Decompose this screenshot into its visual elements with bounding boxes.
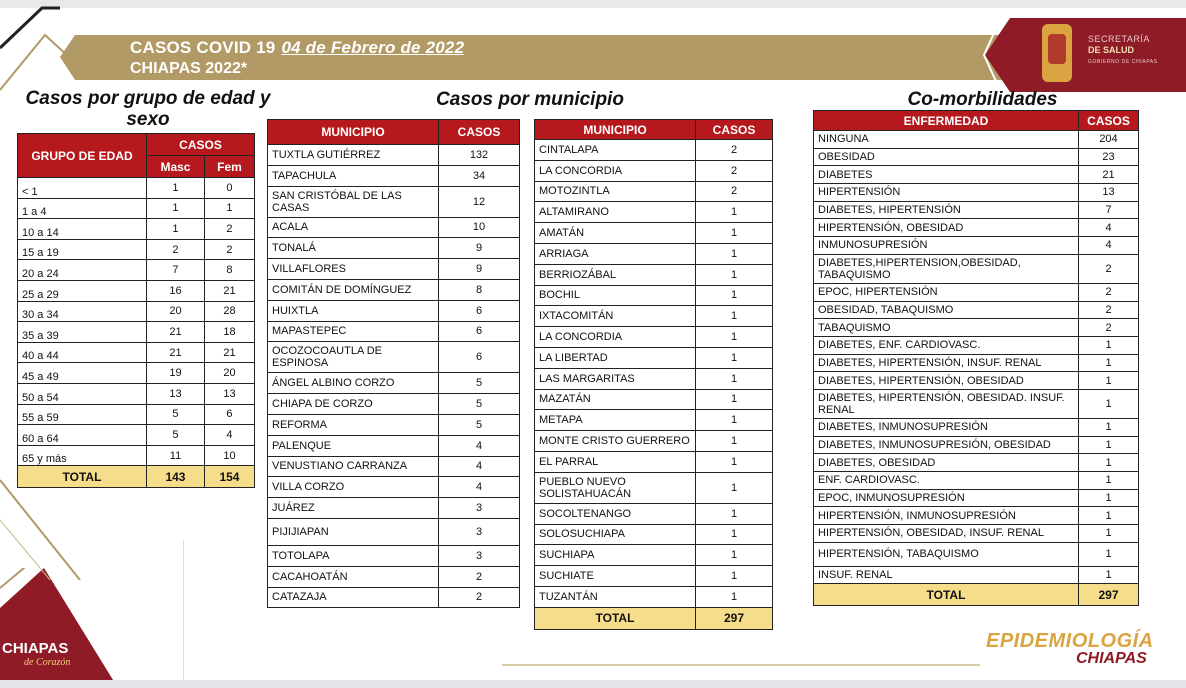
total-row <box>814 584 1139 606</box>
casos-cell: 1 <box>696 243 773 264</box>
casos-cell: 23 <box>1079 148 1139 166</box>
casos-cell: 2 <box>696 181 773 202</box>
table-row <box>268 477 520 498</box>
table-row <box>18 280 255 301</box>
casos-cell: 5 <box>439 414 520 435</box>
casos-cell: 10 <box>439 217 520 238</box>
enfermedad-cell: INMUNOSUPRESIÓN <box>814 237 1079 255</box>
count-cell: 13 <box>204 383 254 404</box>
table-row <box>814 201 1139 219</box>
col-fem: Fem <box>204 156 254 178</box>
table-row <box>535 243 773 264</box>
table-row <box>814 389 1139 418</box>
count-cell: 21 <box>204 342 254 363</box>
enfermedad-cell: HIPERTENSIÓN, OBESIDAD <box>814 219 1079 237</box>
casos-cell: 204 <box>1079 131 1139 149</box>
logo-line1: SECRETARÍA <box>1088 34 1150 44</box>
table-row <box>814 472 1139 490</box>
table-row <box>268 238 520 259</box>
table-row <box>535 410 773 431</box>
municipio-cell: JUÁREZ <box>268 498 439 519</box>
casos-cell: 1 <box>1079 542 1139 566</box>
casos-cell: 6 <box>439 342 520 373</box>
municipio-cell: CACAHOATÁN <box>268 566 439 587</box>
enfermedad-cell: EPOC, INMUNOSUPRESIÓN <box>814 489 1079 507</box>
col-municipio: MUNICIPIO <box>268 120 439 145</box>
casos-cell: 1 <box>696 503 773 524</box>
casos-cell: 1 <box>696 566 773 587</box>
count-cell: 28 <box>204 301 254 322</box>
municipio-table-2 <box>534 119 773 630</box>
table-row <box>18 198 255 219</box>
casos-cell: 1 <box>696 285 773 306</box>
casos-cell: 2 <box>1079 254 1139 283</box>
table-row <box>268 165 520 186</box>
casos-cell: 1 <box>696 545 773 566</box>
table-row <box>535 140 773 161</box>
logo-line2: DE SALUD <box>1088 45 1135 55</box>
municipio-section-title: Casos por municipio <box>436 89 624 110</box>
municipio-cell: PUEBLO NUEVO SOLISTAHUACÁN <box>535 472 696 503</box>
enfermedad-cell: DIABETES, OBESIDAD <box>814 454 1079 472</box>
age-group-cell: 30 a 34 <box>18 301 147 322</box>
casos-cell: 1 <box>1079 472 1139 490</box>
casos-cell: 3 <box>439 498 520 519</box>
title-date: 04 de Febrero de 2022 <box>281 38 465 57</box>
municipio-cell: SAN CRISTÓBAL DE LAS CASAS <box>268 186 439 217</box>
casos-cell: 1 <box>696 586 773 607</box>
header-title <box>130 38 464 58</box>
municipio-cell: BOCHIL <box>535 285 696 306</box>
municipio-cell: PALENQUE <box>268 435 439 456</box>
table-row <box>535 264 773 285</box>
municipio-cell: TAPACHULA <box>268 165 439 186</box>
casos-cell: 2 <box>1079 319 1139 337</box>
casos-cell: 132 <box>439 145 520 166</box>
municipio-cell: ALTAMIRANO <box>535 202 696 223</box>
age-title-line2: sexo <box>126 109 170 130</box>
enfermedad-cell: NINGUNA <box>814 131 1079 149</box>
casos-cell: 4 <box>439 477 520 498</box>
table-row <box>814 148 1139 166</box>
col-masc: Masc <box>147 156 205 178</box>
casos-cell: 1 <box>1079 372 1139 390</box>
col-casos: CASOS <box>147 134 255 156</box>
enfermedad-cell: OBESIDAD <box>814 148 1079 166</box>
enfermedad-cell: TABAQUISMO <box>814 319 1079 337</box>
table-row <box>814 372 1139 390</box>
chiapas-seal-icon <box>1042 24 1072 82</box>
table-row <box>814 184 1139 202</box>
table-row <box>535 306 773 327</box>
casos-cell: 4 <box>1079 219 1139 237</box>
table-row <box>814 131 1139 149</box>
casos-cell: 1 <box>1079 354 1139 372</box>
table-row <box>18 342 255 363</box>
divider <box>183 540 184 680</box>
casos-cell: 12 <box>439 186 520 217</box>
table-row <box>535 160 773 181</box>
municipio-cell: VILLA CORZO <box>268 477 439 498</box>
enfermedad-cell: DIABETES, HIPERTENSIÓN, OBESIDAD. INSUF. RENAL <box>814 389 1079 418</box>
col-grupo: GRUPO DE EDAD <box>18 134 147 178</box>
table-row <box>814 254 1139 283</box>
casos-cell: 1 <box>696 524 773 545</box>
count-cell: 7 <box>147 260 205 281</box>
municipio-cell: HUIXTLA <box>268 300 439 321</box>
table-row <box>18 178 255 199</box>
age-group-cell: 65 y más <box>18 445 147 466</box>
casos-cell: 4 <box>439 456 520 477</box>
total-masc: 143 <box>147 466 205 488</box>
col-casos: CASOS <box>439 120 520 145</box>
casos-cell: 2 <box>696 140 773 161</box>
municipio-cell: PIJIJIAPAN <box>268 518 439 545</box>
epidemiologia-logo-line2: CHIAPAS <box>1076 650 1147 667</box>
table-row <box>814 336 1139 354</box>
table-row <box>268 342 520 373</box>
table-row <box>535 223 773 244</box>
casos-cell: 4 <box>439 435 520 456</box>
casos-cell: 7 <box>1079 201 1139 219</box>
municipio-cell: CINTALAPA <box>535 140 696 161</box>
table-row <box>268 373 520 394</box>
municipio-cell: SOLOSUCHIAPA <box>535 524 696 545</box>
age-title-line1: Casos por grupo de edad y <box>25 88 271 109</box>
count-cell: 21 <box>147 342 205 363</box>
age-group-cell: 10 a 14 <box>18 219 147 240</box>
table-row <box>268 414 520 435</box>
casos-cell: 1 <box>696 327 773 348</box>
municipio-cell: MAPASTEPEC <box>268 321 439 342</box>
total-value: 297 <box>1079 584 1139 606</box>
casos-cell: 13 <box>1079 184 1139 202</box>
casos-cell: 1 <box>696 347 773 368</box>
enfermedad-cell: DIABETES, HIPERTENSIÓN, OBESIDAD <box>814 372 1079 390</box>
count-cell: 10 <box>204 445 254 466</box>
municipio-cell: TOTOLAPA <box>268 545 439 566</box>
table-row <box>535 503 773 524</box>
age-group-cell: 35 a 39 <box>18 322 147 343</box>
count-cell: 1 <box>147 219 205 240</box>
municipio-cell: EL PARRAL <box>535 451 696 472</box>
total-row <box>535 607 773 629</box>
municipio-cell: VILLAFLORES <box>268 259 439 280</box>
casos-cell: 2 <box>439 587 520 608</box>
footer-rule <box>502 664 980 666</box>
epidemiologia-logo-line1: EPIDEMIOLOGÍA <box>986 630 1154 652</box>
count-cell: 5 <box>147 404 205 425</box>
municipio-cell: BERRIOZÁBAL <box>535 264 696 285</box>
municipio-cell: IXTACOMITÁN <box>535 306 696 327</box>
municipio-cell: LA CONCORDIA <box>535 160 696 181</box>
table-row <box>268 435 520 456</box>
casos-cell: 1 <box>1079 389 1139 418</box>
table-row <box>18 260 255 281</box>
casos-cell: 1 <box>696 472 773 503</box>
enfermedad-cell: EPOC, HIPERTENSIÓN <box>814 283 1079 301</box>
enfermedad-cell: DIABETES <box>814 166 1079 184</box>
municipio-cell: ÁNGEL ALBINO CORZO <box>268 373 439 394</box>
table-row <box>268 498 520 519</box>
age-group-cell: 40 a 44 <box>18 342 147 363</box>
casos-cell: 2 <box>1079 283 1139 301</box>
chiapas-logo-text: CHIAPAS <box>2 640 69 657</box>
table-row <box>268 518 520 545</box>
count-cell: 20 <box>204 363 254 384</box>
col-municipio: MUNICIPIO <box>535 120 696 140</box>
table-row <box>535 524 773 545</box>
municipio-cell: CHIAPA DE CORZO <box>268 394 439 415</box>
table-row <box>18 322 255 343</box>
age-group-cell: 50 a 54 <box>18 383 147 404</box>
enfermedad-cell: HIPERTENSIÓN <box>814 184 1079 202</box>
enfermedad-cell: INSUF. RENAL <box>814 566 1079 584</box>
municipio-cell: TONALÁ <box>268 238 439 259</box>
casos-cell: 1 <box>1079 418 1139 436</box>
table-row <box>535 202 773 223</box>
casos-cell: 6 <box>439 300 520 321</box>
bottom-strip <box>0 680 1186 688</box>
table-row <box>268 300 520 321</box>
casos-cell: 8 <box>439 279 520 300</box>
casos-cell: 6 <box>439 321 520 342</box>
casos-cell: 1 <box>696 451 773 472</box>
casos-cell: 5 <box>439 394 520 415</box>
count-cell: 5 <box>147 425 205 446</box>
enfermedad-cell: DIABETES, HIPERTENSIÓN <box>814 201 1079 219</box>
col-casos: CASOS <box>1079 111 1139 131</box>
table-row <box>535 586 773 607</box>
corner-decoration <box>0 568 190 688</box>
age-section-title <box>14 88 282 130</box>
casos-cell: 1 <box>696 368 773 389</box>
count-cell: 1 <box>147 198 205 219</box>
casos-cell: 1 <box>1079 566 1139 584</box>
table-row <box>18 301 255 322</box>
age-group-cell: 45 a 49 <box>18 363 147 384</box>
table-row <box>814 354 1139 372</box>
count-cell: 18 <box>204 322 254 343</box>
enfermedad-cell: ENF. CARDIOVASC. <box>814 472 1079 490</box>
municipio-cell: AMATÁN <box>535 223 696 244</box>
table-row <box>535 472 773 503</box>
count-cell: 4 <box>204 425 254 446</box>
table-row <box>535 181 773 202</box>
count-cell: 2 <box>147 239 205 260</box>
table-row <box>814 454 1139 472</box>
logo-line3: GOBIERNO DE CHIAPAS <box>1088 59 1158 65</box>
count-cell: 0 <box>204 178 254 199</box>
municipio-cell: ARRIAGA <box>535 243 696 264</box>
count-cell: 21 <box>204 280 254 301</box>
casos-cell: 34 <box>439 165 520 186</box>
table-row <box>268 394 520 415</box>
table-row <box>814 219 1139 237</box>
table-row <box>268 279 520 300</box>
total-value: 297 <box>696 607 773 629</box>
municipio-cell: VENUSTIANO CARRANZA <box>268 456 439 477</box>
casos-cell: 1 <box>1079 436 1139 454</box>
table-row <box>535 451 773 472</box>
age-group-cell: 1 a 4 <box>18 198 147 219</box>
age-group-cell: < 1 <box>18 178 147 199</box>
casos-cell: 9 <box>439 259 520 280</box>
total-fem: 154 <box>204 466 254 488</box>
title-text: CASOS COVID 19 <box>130 38 276 57</box>
municipio-cell: LA LIBERTAD <box>535 347 696 368</box>
count-cell: 2 <box>204 219 254 240</box>
table-row <box>268 186 520 217</box>
table-row <box>535 389 773 410</box>
count-cell: 13 <box>147 383 205 404</box>
municipio-cell: TUZANTÁN <box>535 586 696 607</box>
enfermedad-cell: DIABETES, INMUNOSUPRESIÓN, OBESIDAD <box>814 436 1079 454</box>
casos-cell: 1 <box>696 410 773 431</box>
count-cell: 19 <box>147 363 205 384</box>
casos-cell: 3 <box>439 518 520 545</box>
count-cell: 11 <box>147 445 205 466</box>
table-row <box>814 507 1139 525</box>
table-row <box>18 219 255 240</box>
col-casos: CASOS <box>696 120 773 140</box>
municipio-cell: CATAZAJA <box>268 587 439 608</box>
table-row <box>18 239 255 260</box>
comorbilidades-section-title: Co-morbilidades <box>907 89 1058 110</box>
secretaria-salud-logo <box>984 18 1186 90</box>
municipio-cell: MONTE CRISTO GUERRERO <box>535 431 696 452</box>
total-label: TOTAL <box>18 466 147 488</box>
municipio-cell: SOCOLTENANGO <box>535 503 696 524</box>
table-row <box>814 525 1139 543</box>
table-row <box>814 542 1139 566</box>
casos-cell: 1 <box>1079 489 1139 507</box>
table-row <box>18 363 255 384</box>
table-row <box>814 418 1139 436</box>
table-row <box>535 347 773 368</box>
table-row <box>814 301 1139 319</box>
table-row <box>535 566 773 587</box>
table-row <box>535 327 773 348</box>
table-row <box>268 587 520 608</box>
municipio-cell: METAPA <box>535 410 696 431</box>
municipio-cell: COMITÁN DE DOMÍNGUEZ <box>268 279 439 300</box>
casos-cell: 5 <box>439 373 520 394</box>
comorbilidades-table <box>813 110 1139 606</box>
corazon-logo-text: de Corazón <box>24 657 71 668</box>
municipio-cell: SUCHIATE <box>535 566 696 587</box>
casos-cell: 21 <box>1079 166 1139 184</box>
casos-cell: 1 <box>696 389 773 410</box>
casos-cell: 1 <box>696 223 773 244</box>
casos-cell: 2 <box>1079 301 1139 319</box>
enfermedad-cell: DIABETES, INMUNOSUPRESIÓN <box>814 418 1079 436</box>
enfermedad-cell: HIPERTENSIÓN, INMUNOSUPRESIÓN <box>814 507 1079 525</box>
table-row <box>268 145 520 166</box>
table-row <box>814 489 1139 507</box>
municipio-cell: TUXTLA GUTIÉRREZ <box>268 145 439 166</box>
header-subtitle: CHIAPAS 2022* <box>130 60 248 77</box>
total-label: TOTAL <box>535 607 696 629</box>
municipio-cell: MAZATÁN <box>535 389 696 410</box>
municipio-cell: ACALA <box>268 217 439 238</box>
casos-cell: 2 <box>696 160 773 181</box>
table-row <box>814 166 1139 184</box>
enfermedad-cell: HIPERTENSIÓN, OBESIDAD, INSUF. RENAL <box>814 525 1079 543</box>
casos-cell: 9 <box>439 238 520 259</box>
enfermedad-cell: HIPERTENSIÓN, TABAQUISMO <box>814 542 1079 566</box>
age-group-cell: 15 a 19 <box>18 239 147 260</box>
table-row <box>814 237 1139 255</box>
table-row <box>535 431 773 452</box>
count-cell: 1 <box>147 178 205 199</box>
casos-cell: 1 <box>1079 507 1139 525</box>
total-label: TOTAL <box>814 584 1079 606</box>
casos-cell: 1 <box>1079 454 1139 472</box>
table-row <box>535 285 773 306</box>
casos-cell: 1 <box>696 202 773 223</box>
age-group-cell: 20 a 24 <box>18 260 147 281</box>
table-row <box>814 566 1139 584</box>
casos-cell: 1 <box>696 264 773 285</box>
casos-cell: 2 <box>439 566 520 587</box>
col-enfermedad: ENFERMEDAD <box>814 111 1079 131</box>
casos-cell: 1 <box>1079 525 1139 543</box>
count-cell: 16 <box>147 280 205 301</box>
municipio-cell: OCOZOCOAUTLA DE ESPINOSA <box>268 342 439 373</box>
casos-cell: 1 <box>696 306 773 327</box>
count-cell: 1 <box>204 198 254 219</box>
table-row <box>535 545 773 566</box>
count-cell: 8 <box>204 260 254 281</box>
table-row <box>535 368 773 389</box>
count-cell: 20 <box>147 301 205 322</box>
municipio-cell: SUCHIAPA <box>535 545 696 566</box>
table-row <box>814 283 1139 301</box>
count-cell: 2 <box>204 239 254 260</box>
table-row <box>268 259 520 280</box>
age-group-cell: 25 a 29 <box>18 280 147 301</box>
casos-cell: 3 <box>439 545 520 566</box>
age-group-cell: 60 a 64 <box>18 425 147 446</box>
table-row <box>814 319 1139 337</box>
table-row <box>268 456 520 477</box>
enfermedad-cell: DIABETES,HIPERTENSION,OBESIDAD, TABAQUISMO <box>814 254 1079 283</box>
enfermedad-cell: DIABETES, ENF. CARDIOVASC. <box>814 336 1079 354</box>
table-row <box>268 321 520 342</box>
count-cell: 21 <box>147 322 205 343</box>
enfermedad-cell: DIABETES, HIPERTENSIÓN, INSUF. RENAL <box>814 354 1079 372</box>
count-cell: 6 <box>204 404 254 425</box>
casos-cell: 1 <box>1079 336 1139 354</box>
diagonal-lines <box>0 420 190 580</box>
municipio-cell: LA CONCORDIA <box>535 327 696 348</box>
casos-cell: 4 <box>1079 237 1139 255</box>
table-row <box>814 436 1139 454</box>
municipio-cell: MOTOZINTLA <box>535 181 696 202</box>
table-row <box>268 217 520 238</box>
casos-cell: 1 <box>696 431 773 452</box>
enfermedad-cell: OBESIDAD, TABAQUISMO <box>814 301 1079 319</box>
table-row <box>268 566 520 587</box>
table-row <box>268 545 520 566</box>
age-group-cell: 55 a 59 <box>18 404 147 425</box>
municipio-cell: LAS MARGARITAS <box>535 368 696 389</box>
municipio-cell: REFORMA <box>268 414 439 435</box>
municipio-table-1 <box>267 119 520 608</box>
table-row <box>18 383 255 404</box>
